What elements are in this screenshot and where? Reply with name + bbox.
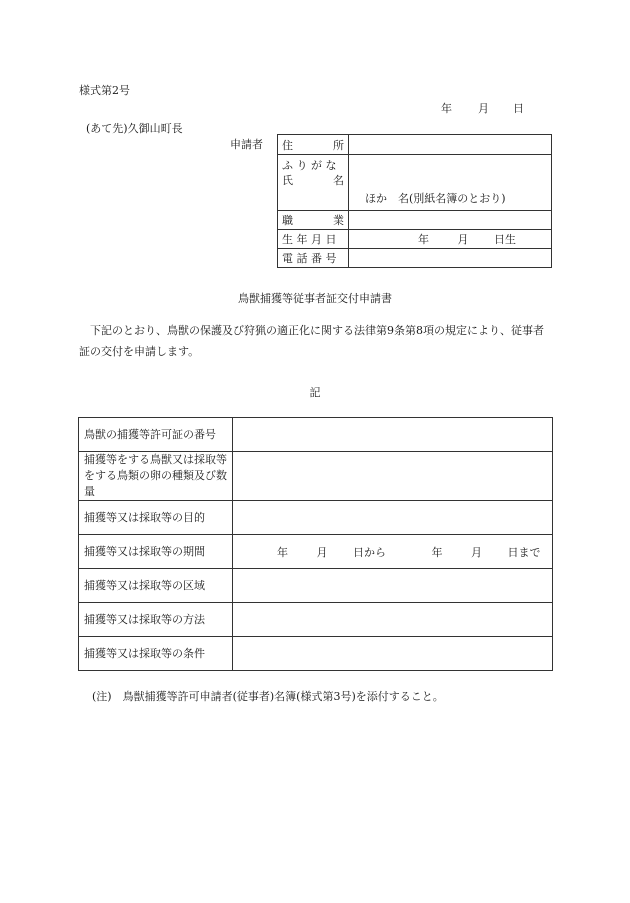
date-month-label: 月 [478, 102, 489, 115]
species-quantity-field[interactable] [233, 452, 553, 501]
birth-year-label: 年 [418, 233, 429, 246]
occupation-field[interactable] [349, 211, 552, 230]
birthdate-label: 生 年 月 日 [278, 230, 349, 249]
address-field[interactable] [349, 135, 552, 155]
permit-number-field[interactable] [233, 418, 553, 452]
birthdate-field[interactable] [349, 230, 552, 249]
item-row [79, 603, 553, 637]
name-field[interactable] [349, 155, 552, 211]
item-row [79, 535, 553, 569]
conditions-field[interactable] [233, 637, 553, 671]
period-year-1: 年 [277, 545, 288, 559]
period-month-1: 月 [316, 545, 328, 559]
occupation-label: 職 業 [278, 211, 349, 230]
item-row [79, 418, 553, 452]
area-label: 捕獲等又は採取等の区域 [79, 569, 233, 603]
name-row [278, 155, 552, 211]
method-label: 捕獲等又は採取等の方法 [79, 603, 233, 637]
period-to: 日まで [507, 545, 541, 559]
date-year-label: 年 [441, 102, 452, 115]
birth-month-label: 月 [457, 233, 469, 246]
area-field[interactable] [233, 569, 553, 603]
birth-day-label: 日生 [494, 233, 516, 246]
period-year-2: 年 [431, 545, 443, 559]
period-field[interactable] [233, 535, 553, 569]
phone-label: 電 話 番 号 [278, 249, 349, 268]
address-label: 住 所 [278, 135, 349, 155]
record-mark: 記 [309, 386, 321, 399]
document-title: 鳥獣捕獲等従事者証交付申請書 [238, 292, 392, 305]
body-text: 下記のとおり、鳥獣の保護及び狩猟の適正化に関する法律第9条第8項の規定により、従事者証の交付を申請します。 [79, 324, 544, 358]
name-label: ふ り が な 氏 名 [278, 155, 349, 211]
item-row [79, 501, 553, 535]
occupation-row [278, 211, 552, 230]
items-table [78, 417, 553, 671]
phone-field[interactable] [349, 249, 552, 268]
birthdate-row [278, 230, 552, 249]
applicant-label: 申請者 [230, 138, 263, 151]
period-label: 捕獲等又は採取等の期間 [79, 535, 233, 569]
species-quantity-label: 捕獲等をする鳥獣又は採取等をする鳥類の卵の種類及び数量 [79, 452, 233, 501]
furigana-label: ふ り が な [282, 159, 337, 172]
footnote: (注) 鳥獣捕獲等許可申請者(従事者)名簿(様式第3号)を添付すること。 [92, 690, 444, 703]
item-row [79, 569, 553, 603]
address-row [278, 135, 552, 155]
addressee: (あて先)久御山町長 [86, 122, 183, 135]
method-field[interactable] [233, 603, 553, 637]
form-number: 様式第2号 [79, 84, 130, 97]
item-row [79, 452, 553, 501]
purpose-field[interactable] [233, 501, 553, 535]
name-note: ほか 名(別紙名簿のとおり) [365, 192, 506, 205]
applicant-table [277, 134, 552, 268]
period-month-2: 月 [471, 545, 482, 559]
conditions-label: 捕獲等又は採取等の条件 [79, 637, 233, 671]
date-day-label: 日 [513, 102, 524, 115]
permit-number-label: 鳥獣の捕獲等許可証の番号 [79, 418, 233, 452]
purpose-label: 捕獲等又は採取等の目的 [79, 501, 233, 535]
period-from: 日から [353, 545, 386, 559]
item-row [79, 637, 553, 671]
phone-row [278, 249, 552, 268]
